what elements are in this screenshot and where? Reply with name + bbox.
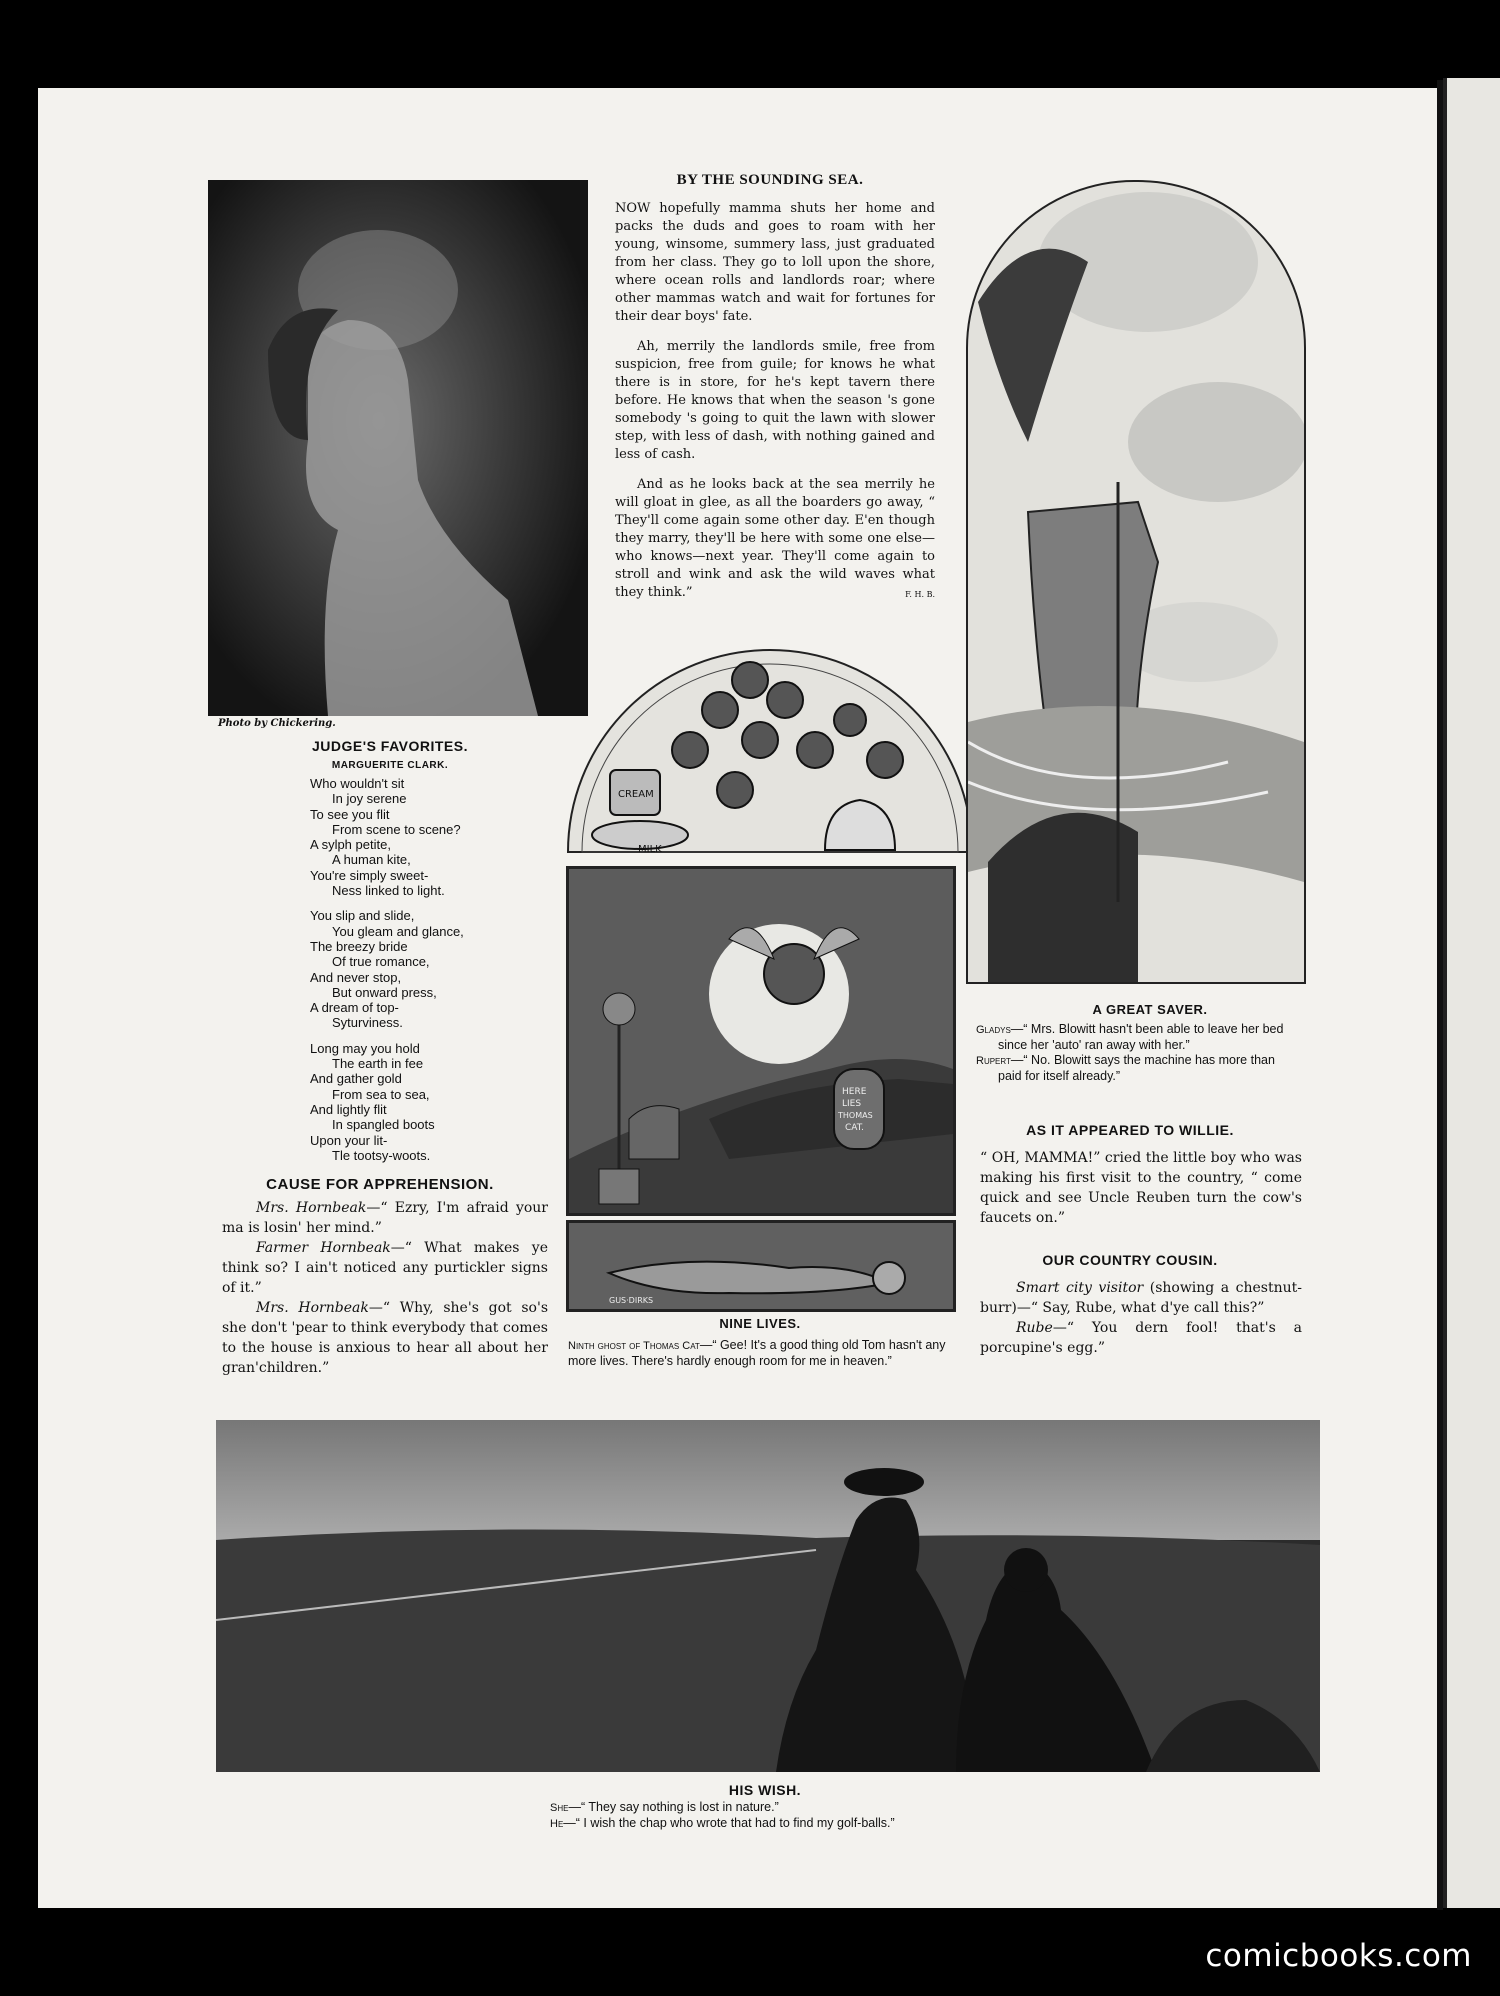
dialog-text: —“ Ezry, I'm afraid your ma is losin' her mind.” (222, 1200, 548, 1236)
poem-line: You're simply sweet- (310, 867, 429, 883)
portrait-image (208, 180, 588, 716)
ghost-cat-illustration (566, 866, 956, 1216)
speaker: Gladys (976, 1024, 1011, 1036)
article-paragraph: And as he looks back at the sea merrily he will gloat in glee, as all the boarders go away, “ They'll come again some other day. E'en though they marry, they'll be here with some one else—who knows—next year. They'll come again to stroll and wink and ask the wild waves what they think.” (615, 477, 935, 600)
poem-line: A dream of top- (310, 1000, 399, 1016)
site-watermark: comicbooks.com (1205, 1938, 1472, 1974)
great-saver-title: A GREAT SAVER. (1092, 1002, 1208, 1017)
poem-line: From scene to scene? (332, 821, 461, 837)
nine-lives-title: NINE LIVES. (719, 1316, 801, 1331)
poem-stanza (310, 1041, 530, 1163)
poem-line: The earth in fee (332, 1056, 424, 1072)
poem-line: You slip and slide, (310, 908, 415, 924)
willie-title: AS IT APPEARED TO WILLIE. (1026, 1122, 1234, 1138)
dialog-text: —“ What makes ye think so? I ain't noticed any purtickler signs of it.” (222, 1240, 548, 1296)
poem-line: In spangled boots (332, 1117, 435, 1133)
dialog-line (976, 1022, 1300, 1053)
sleeping-cat-strip (566, 1220, 956, 1312)
article-paragraph: Ah, merrily the landlords smile, free from suspicion, free from guile; for knows he what there is in store, for he's kept tavern there before. He knows that when the season 's gone somebody 's going to quit the lawn with slower step, with less of dash, with nothing gained and less of cash. (615, 339, 935, 462)
judges-favorites-title: JUDGE'S FAVORITES. (312, 738, 468, 754)
poem-line: Tle tootsy-woots. (332, 1147, 431, 1163)
article-paragraph: NOW hopefully mamma shuts her home and packs the duds and goes to roam with her young, winsome, summery lass, just graduated from her class. They go to loll upon the shore, where ocean rolls and landlords roar; where other mammas watch and wait for fortunes for their dear boys' fate. (615, 201, 935, 324)
poem-line: Upon your lit- (310, 1132, 388, 1148)
poem-line: Of true romance, (332, 954, 430, 970)
dialog-line (980, 1318, 1302, 1358)
dialog-line (222, 1198, 548, 1238)
dialog-text: —“ They say nothing is lost in nature.” (568, 1800, 779, 1814)
speaker: Ninth ghost of Thomas Cat (568, 1340, 700, 1352)
sounding-sea-title: BY THE SOUNDING SEA. (676, 172, 864, 188)
artist-signature: GUS·DIRKS (609, 1296, 654, 1305)
dialog-text: —“ No. Blowitt says the machine has more than paid for itself already.” (998, 1053, 1275, 1083)
speaker: Rube (1016, 1320, 1053, 1336)
cliff-drawing (968, 182, 1304, 982)
country-cousin-title: OUR COUNTRY COUSIN. (1042, 1252, 1218, 1268)
ghost-cat-drawing (569, 869, 953, 1213)
milk-label: MILK (638, 844, 662, 855)
caption-text: —“ Gee! It's a good thing old Tom hasn't any more lives. There's hardly enough room for me in heaven.” (568, 1338, 946, 1368)
poem-line: From sea to sea, (332, 1086, 430, 1102)
cause-title: CAUSE FOR APPREHENSION. (266, 1176, 494, 1193)
dialog-text: —“ I wish the chap who wrote that had to find my golf-balls.” (563, 1816, 895, 1830)
judges-favorites-poem (310, 776, 530, 1173)
cliff-illustration (966, 180, 1306, 984)
poem-line: And never stop, (310, 969, 402, 985)
photo-credit: Photo by Chickering. (218, 718, 336, 729)
speaker: Rupert (976, 1055, 1011, 1067)
tombstone-line: THOMAS (838, 1111, 873, 1120)
dialog-line (222, 1298, 548, 1378)
dialog-line (550, 1800, 1010, 1816)
poem-line: A sylph petite, (310, 837, 391, 853)
dialog-text: —“ Mrs. Blowitt hasn't been able to leave her bed since her 'auto' ran away with her.” (998, 1022, 1284, 1052)
dialog-line (980, 1278, 1302, 1318)
dialog-text: —“ You dern fool! that's a porcupine's egg.” (980, 1320, 1302, 1356)
poem-line: And lightly flit (310, 1101, 387, 1117)
great-saver-caption (976, 1022, 1300, 1084)
speaker: She (550, 1802, 569, 1814)
his-wish-title: HIS WISH. (728, 1782, 802, 1798)
poem-line: To see you flit (310, 806, 390, 822)
poem-line: And gather gold (310, 1071, 402, 1087)
poem-line: A human kite, (332, 852, 411, 868)
cream-label: CREAM (618, 789, 654, 800)
country-cousin-dialog (980, 1278, 1302, 1358)
speaker: Mrs. Hornbeak (256, 1300, 369, 1316)
facing-page-edge (1443, 78, 1500, 1908)
dialog-line (222, 1238, 548, 1298)
portrait-photo (208, 180, 588, 716)
poem-line: In joy serene (332, 791, 407, 807)
tombstone-line: CAT. (845, 1123, 865, 1133)
speaker: Farmer Hornbeak (256, 1240, 391, 1256)
poem-line: Ness linked to light. (332, 883, 445, 899)
golf-couple-photo (216, 1420, 1320, 1772)
article-signature: F. H. B. (905, 590, 935, 599)
poem-line: Long may you hold (310, 1040, 420, 1056)
golf-couple-image (216, 1420, 1320, 1772)
nine-lives-caption (568, 1338, 963, 1369)
dialog-line (550, 1816, 1010, 1832)
dialog-text: —“ Why, she's got so's she don't 'pear to think everybody that comes to the house is anxious to hear all about her gran'children.” (222, 1300, 548, 1376)
sleeping-cat-drawing (569, 1223, 953, 1309)
speaker: Mrs. Hornbeak (256, 1200, 367, 1216)
his-wish-caption (550, 1800, 1010, 1832)
poem-stanza (310, 908, 530, 1030)
judges-favorites-subtitle: MARGUERITE CLARK. (331, 760, 449, 771)
poem-line: Who wouldn't sit (310, 776, 405, 791)
tombstone-line: HERE (842, 1087, 867, 1097)
speaker: He (550, 1818, 564, 1830)
poem-line: Syturviness. (332, 1015, 403, 1031)
poem-stanza (310, 776, 530, 898)
poem-line: You gleam and glance, (332, 923, 464, 939)
sounding-sea-article (615, 200, 935, 604)
flying-cats-illustration (560, 640, 980, 860)
poem-line: But onward press, (332, 984, 437, 1000)
willie-text: “ OH, MAMMA!” cried the little boy who was making his first visit to the country, “ come quick and see Uncle Reuben turn the cow's faucets on.” (980, 1150, 1302, 1226)
cause-dialog (222, 1198, 548, 1378)
dialog-text: (showing a chestnut-burr)—“ Say, Rube, what d'ye call this?” (980, 1280, 1302, 1316)
poem-line: The breezy bride (310, 938, 408, 954)
dialog-line (976, 1053, 1300, 1084)
speaker: Smart city visitor (1016, 1280, 1144, 1296)
flying-cats-drawing (560, 640, 980, 860)
tombstone-line: LIES (842, 1099, 862, 1109)
